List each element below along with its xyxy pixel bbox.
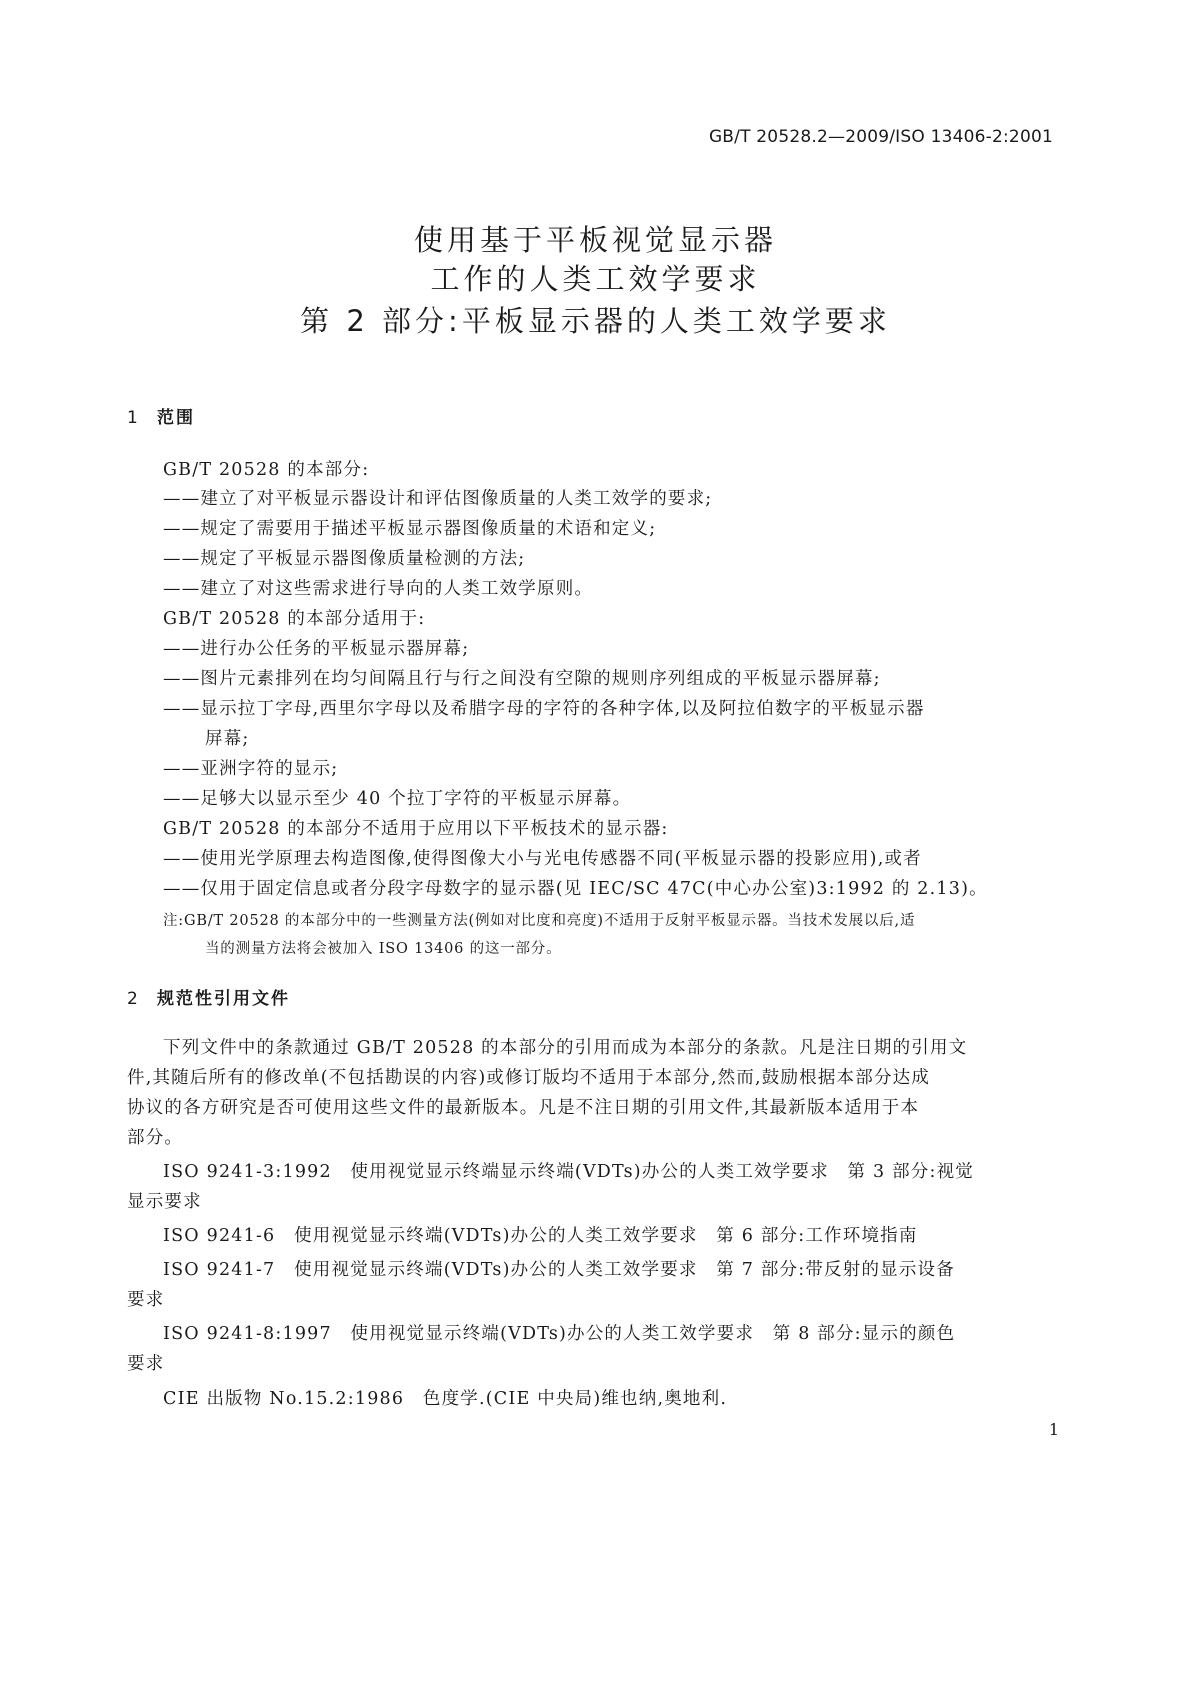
scope-line: GB/T 20528 的本部分不适用于应用以下平板技术的显示器: bbox=[163, 819, 669, 839]
section-2-number: 2 bbox=[127, 989, 140, 1009]
section-1-number: 1 bbox=[127, 408, 140, 428]
normative-intro-line: 件,其随后所有的修改单(不包括勘误的内容)或修订版均不适用于本部分,然而,鼓励根据本部分达成 bbox=[127, 1068, 931, 1088]
section-2-title: 规范性引用文件 bbox=[157, 989, 290, 1009]
scope-line: ——建立了对平板显示器设计和评估图像质量的人类工效学的要求; bbox=[163, 489, 713, 509]
reference-entry-continuation: 要求 bbox=[127, 1354, 165, 1374]
title-line-3: 第 2 部分:平板显示器的人类工效学要求 bbox=[300, 304, 891, 338]
scope-note-line-2: 当的测量方法将会被加入 ISO 13406 的这一部分。 bbox=[205, 941, 562, 957]
scope-line: ——亚洲字符的显示; bbox=[163, 759, 339, 779]
scope-line: ——规定了平板显示器图像质量检测的方法; bbox=[163, 549, 526, 569]
scope-line: ——足够大以显示至少 40 个拉丁字符的平板显示屏幕。 bbox=[163, 789, 632, 809]
scope-line: ——进行办公任务的平板显示器屏幕; bbox=[163, 639, 470, 659]
reference-entry: ISO 9241-8:1997 使用视觉显示终端(VDTs)办公的人类工效学要求 第 8 部分:显示的颜色 bbox=[163, 1324, 956, 1344]
section-1-heading bbox=[127, 403, 195, 428]
standard-code: GB/T 20528.2—2009/ISO 13406-2:2001 bbox=[708, 127, 1053, 147]
reference-entry: ISO 9241-6 使用视觉显示终端(VDTs)办公的人类工效学要求 第 6 部分:工作环境指南 bbox=[163, 1226, 918, 1246]
scope-line: ——使用光学原理去构造图像,使得图像大小与光电传感器不同(平板显示器的投影应用),或者 bbox=[163, 849, 922, 869]
reference-entry-continuation: 要求 bbox=[127, 1290, 165, 1310]
section-2-heading bbox=[127, 984, 290, 1009]
reference-entry: ISO 9241-7 使用视觉显示终端(VDTs)办公的人类工效学要求 第 7 部分:带反射的显示设备 bbox=[163, 1260, 955, 1280]
reference-entry: ISO 9241-3:1992 使用视觉显示终端显示终端(VDTs)办公的人类工效学要求 第 3 部分:视觉 bbox=[163, 1162, 974, 1182]
section-1-title: 范围 bbox=[157, 408, 195, 428]
reference-entry: CIE 出版物 No.15.2:1986 色度学.(CIE 中央局)维也纳,奥地利. bbox=[163, 1389, 728, 1409]
normative-intro-line: 部分。 bbox=[127, 1128, 184, 1148]
scope-line: ——建立了对这些需求进行导向的人类工效学原则。 bbox=[163, 579, 594, 599]
reference-entry-continuation: 显示要求 bbox=[127, 1192, 202, 1212]
title-line-2: 工作的人类工效学要求 bbox=[430, 262, 761, 296]
page-number: 1 bbox=[1048, 1420, 1059, 1439]
title-line-1: 使用基于平板视觉显示器 bbox=[413, 223, 777, 257]
normative-intro-line: 协议的各方研究是否可使用这些文件的最新版本。凡是不注日期的引用文件,其最新版本适用于本 bbox=[127, 1098, 920, 1118]
scope-line: ——规定了需要用于描述平板显示器图像质量的术语和定义; bbox=[163, 519, 657, 539]
normative-intro-line: 下列文件中的条款通过 GB/T 20528 的本部分的引用而成为本部分的条款。凡是注日期的引用文 bbox=[163, 1038, 968, 1058]
scope-line: ——仅用于固定信息或者分段字母数字的显示器(见 IEC/SC 47C(中心办公室)3:1992 的 2.13)。 bbox=[163, 879, 988, 899]
scope-note-line-1: 注:GB/T 20528 的本部分中的一些测量方法(例如对比度和亮度)不适用于反射平板显示器。当技术发展以后,适 bbox=[163, 913, 916, 929]
scope-line: 屏幕; bbox=[205, 729, 250, 749]
scope-line: GB/T 20528 的本部分: bbox=[163, 460, 370, 480]
scope-line: GB/T 20528 的本部分适用于: bbox=[163, 609, 426, 629]
scope-line: ——图片元素排列在均匀间隔且行与行之间没有空隙的规则序列组成的平板显示器屏幕; bbox=[163, 669, 881, 689]
scope-line: ——显示拉丁字母,西里尔字母以及希腊字母的字符的各种字体,以及阿拉伯数字的平板显示器 bbox=[163, 699, 925, 719]
